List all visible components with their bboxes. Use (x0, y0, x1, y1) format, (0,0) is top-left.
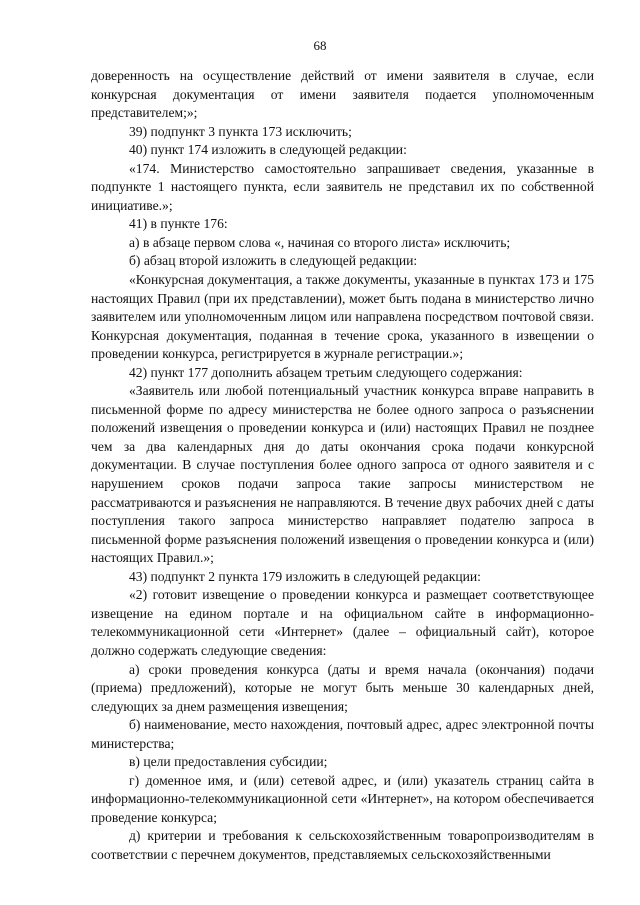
paragraph: 42) пункт 177 дополнить абзацем третьим следующего содержания: (129, 364, 523, 380)
paragraph: а) сроки проведения конкурса (даты и время начала (окончания) подачи (приема) предложений), которые не могут быть меньше 30 календарных дней, следующих за днем размещения извещения; (91, 661, 594, 714)
page-number: 68 (313, 38, 327, 53)
document-body (91, 67, 594, 865)
paragraph: г) доменное имя, и (или) сетевой адрес, и (или) указатель страниц сайта в информационно-телекоммуникационной сети «Интернет», на котором обеспечивается проведение конкурса; (91, 772, 594, 825)
paragraph: а) в абзаце первом слова «, начиная со второго листа» исключить; (129, 234, 511, 250)
paragraph: 43) подпункт 2 пункта 179 изложить в следующей редакции: (129, 568, 481, 584)
paragraph: 40) пункт 174 изложить в следующей редакции: (129, 142, 407, 158)
paragraph: б) наименование, место нахождения, почтовый адрес, адрес электронной почты министерства; (91, 717, 594, 751)
paragraph: 39) подпункт 3 пункта 173 исключить; (129, 123, 352, 139)
paragraph: в) цели предоставления субсидии; (129, 754, 328, 770)
paragraph: д) критерии и требования к сельскохозяйственным товаропроизводителям в соответствии с перечнем документов, представляемых сельскохозяйственными (91, 828, 594, 862)
paragraph: «Конкурсная документация, а также документы, указанные в пунктах 173 и 175 настоящих Правил (при их представлении), может быть подана в министерство лично заявителем или уполномоченным лицом или направлена посредством почтовой связи. Конкурсная документация, поданная в течение срока, указанного в извещении о проведении конкурса, регистрируется в журнале регистрации.»; (91, 272, 594, 362)
paragraph: «Заявитель или любой потенциальный участник конкурса вправе направить в письменной форме по адресу министерства не более одного запроса о разъяснении положений извещения о проведении конкурса и (или) настоящих Правил не позднее чем за два календарных дня до даты окончания срока подачи конкурсной документации. В случае поступления более одного запроса от одного заявителя и с нарушением сроков подачи запроса такие запросы министерством не рассматриваются и разъяснения не направляются. В течение двух рабочих дней с даты поступления такого запроса министерство направляет подателю запроса в письменной форме разъяснения положений извещения о проведении конкурса и (или) настоящих Правил.»; (91, 383, 594, 566)
paragraph: б) абзац второй изложить в следующей редакции: (129, 253, 418, 269)
paragraph: «2) готовит извещение о проведении конкурса и размещает соответствующее извещение на едином портале и на официальном сайте в информационно-телекоммуникационной сети «Интернет» (далее – официальный сайт), которое должно содержать следующие сведения: (91, 587, 594, 658)
paragraph: «174. Министерство самостоятельно запрашивает сведения, указанные в подпункте 1 настоящего пункта, если заявитель не представил их по собственной инициативе.»; (91, 160, 594, 213)
paragraph: 41) в пункте 176: (129, 216, 228, 232)
paragraph: доверенность на осуществление действий от имени заявителя в случае, если конкурсная документация от имени заявителя подается уполномоченным представителем;»; (91, 68, 594, 121)
